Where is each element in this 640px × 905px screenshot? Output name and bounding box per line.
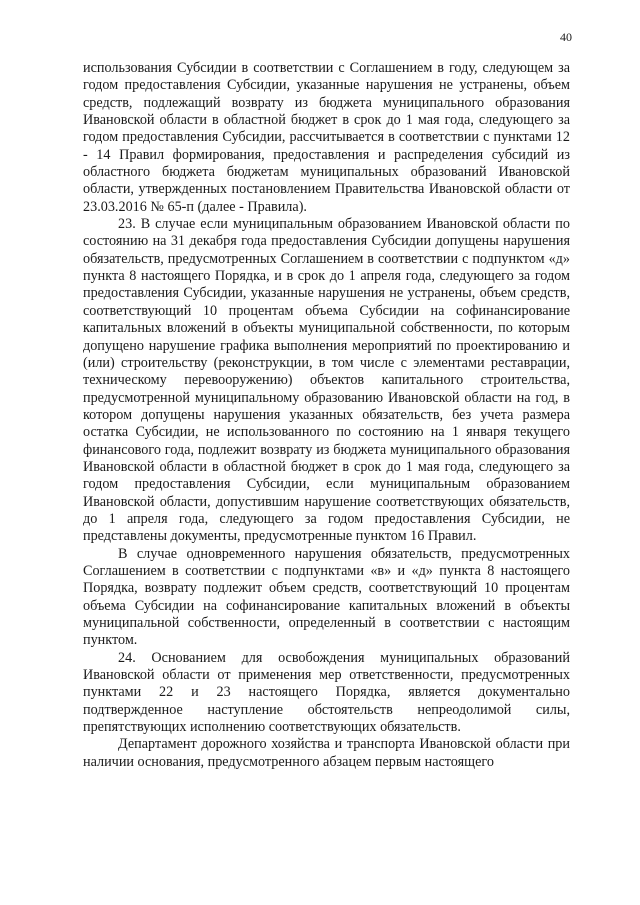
paragraph-item-24: 24. Основанием для освобождения муниципальных образований Ивановской области от применения мер ответственности, предусмотренных пунктами 22 и 23 настоящего Порядка, является документально подтвержденное наступление обстоятельств непреодолимой силы, препятствующих исполнению соответствующих обязательств. <box>83 649 570 736</box>
page-number: 40 <box>560 30 572 44</box>
paragraph-department: Департамент дорожного хозяйства и транспорта Ивановской области при наличии основания, предусмотренного абзацем первым настоящего <box>83 736 570 770</box>
paragraph-item-23: 23. В случае если муниципальным образованием Ивановской области по состоянию на 31 декабря года предоставления Субсидии допущены нарушения обязательств, предусмотренных Соглашением в соответствии с подпунктом «д» пункта 8 настоящего Порядка, и в срок до 1 апреля года, следующего за годом предоставления Субсидии, указанные нарушения не устранены, объем средств, соответствующий 10 процентам объема Субсидии на софинансирование капитальных вложений в объекты муниципальной собственности, по которым допущено нарушение графика выполнения мероприятий по проектированию и (или) строительству (реконструкции, в том числе с элементами реставрации, техническому перевооружению) объектов капитального строительства, предусмотренной муниципальному образованию Ивановской области на год, в котором допущены нарушения указанных обязательств, без учета размера остатка Субсидии, не использованного по состоянию на 1 января текущего финансового года, подлежит возврату из бюджета муниципального образования Ивановской области в областной бюджет в срок до 1 мая года, следующего за годом предоставления Субсидии, если муниципальным образованием Ивановской области, допустившим нарушение соответствующих обязательств, до 1 апреля года, следующего за годом предоставления Субсидии, не представлены документы, предусмотренные пунктом 16 Правил. <box>83 216 570 545</box>
document-body <box>83 60 570 771</box>
paragraph-continuation: использования Субсидии в соответствии с Соглашением в году, следующем за годом предоставления Субсидии, указанные нарушения не устранены, объем средств, подлежащий возврату из бюджета муниципального образования Ивановской области в областной бюджет в срок до 1 мая года, следующего за годом предоставления Субсидии, рассчитывается в соответствии с пунктами 12 - 14 Правил формирования, предоставления и распределения субсидий из областного бюджета бюджетам муниципальных образований Ивановской области, утвержденных постановлением Правительства Ивановской области от 23.03.2016 № 65-п (далее - Правила). <box>83 60 570 215</box>
paragraph-simultaneous-violation: В случае одновременного нарушения обязательств, предусмотренных Соглашением в соответствии с подпунктами «в» и «д» пункта 8 настоящего Порядка, возврату подлежит объем средств, соответствующий 10 процентам объема Субсидии на софинансирование капитальных вложений в объекты муниципальной собственности, определенный в соответствии с настоящим пунктом. <box>83 545 570 649</box>
